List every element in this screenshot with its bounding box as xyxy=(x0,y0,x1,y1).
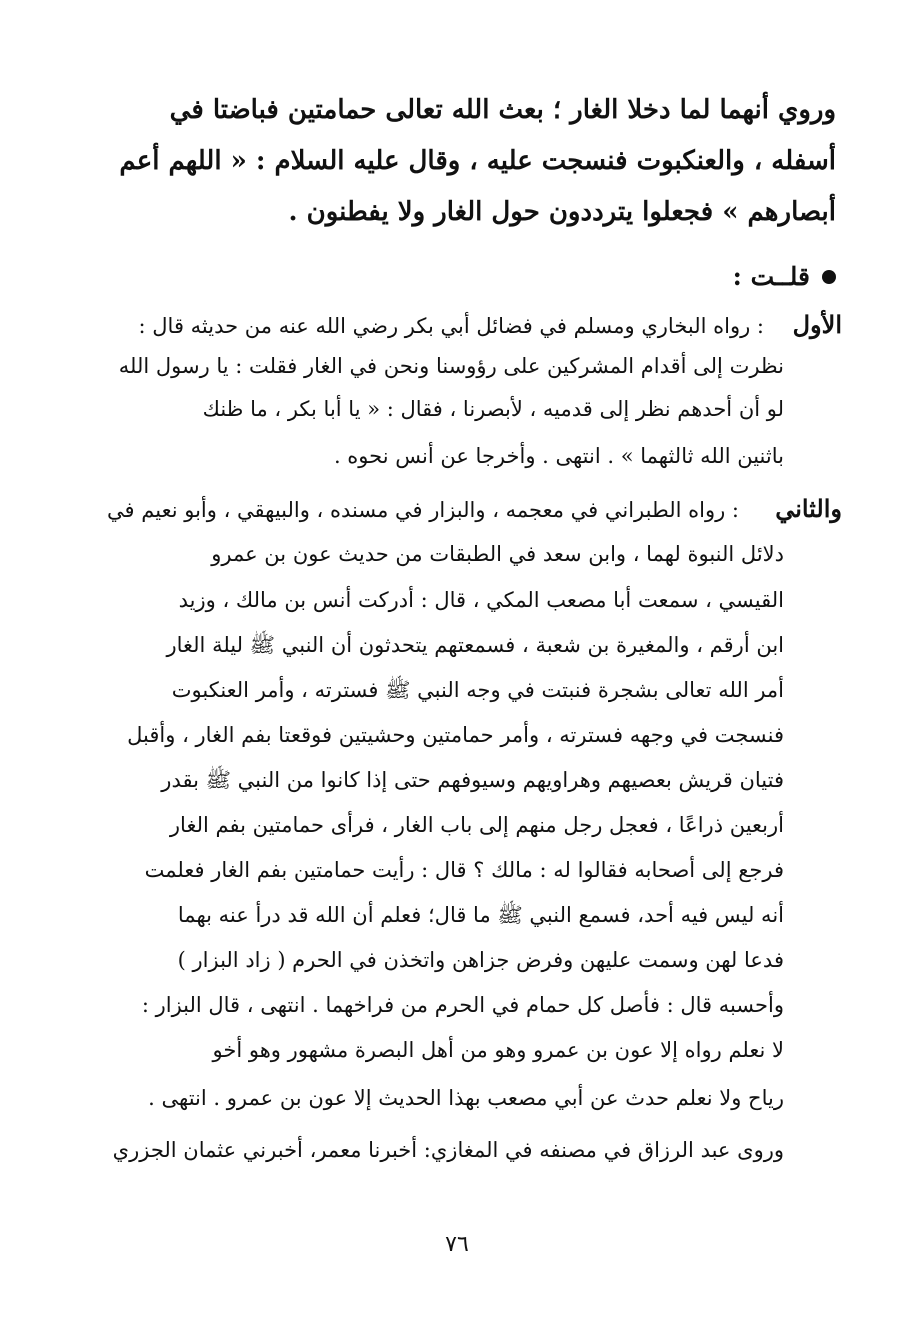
second-line-2: دلائل النبوة لهما ، وابن سعد في الطبقات من حديث عون بن عمرو xyxy=(211,542,784,566)
lead-line-3: أبصارهم » فجعلوا يترددون حول الغار ولا يفطنون . xyxy=(288,197,836,227)
note-heading-text: قلــت : xyxy=(732,262,810,291)
note-heading xyxy=(733,262,836,291)
first-line-4: باثنين الله ثالثهما » . انتهى . وأخرجا عن أنس نحوه . xyxy=(333,444,784,468)
second-line-10: أنه ليس فيه أحد، فسمع النبي ﷺ ما قال؛ فعلم أن الله قد درأ عنه بهما xyxy=(177,903,784,927)
second-line-12: وأحسبه قال : فأصل كل حمام في الحرم من فراخهما . انتهى ، قال البزار : xyxy=(141,993,784,1017)
closing-line: وروى عبد الرزاق في مصنفه في المغازي: أخبرنا معمر، أخبرني عثمان الجزري xyxy=(112,1138,784,1162)
first-label: الأول xyxy=(792,310,842,339)
lead-line-2: أسفله ، والعنكبوت فنسجت عليه ، وقال عليه السلام : « اللهم أعم xyxy=(119,146,836,176)
lead-line-1: وروي أنهما لما دخلا الغار ؛ بعث الله تعالى حمامتين فباضتا في xyxy=(169,95,836,125)
second-line-13: لا نعلم رواه إلا عون بن عمرو وهو من أهل البصرة مشهور وهو أخو xyxy=(212,1038,784,1062)
second-line-6: فنسجت في وجهه فسترته ، وأمر حمامتين وحشيتين فوقعتا بفم الغار ، وأقبل xyxy=(127,723,784,747)
second-line-3: القيسي ، سمعت أبا مصعب المكي ، قال : أدركت أنس بن مالك ، وزيد xyxy=(178,588,784,612)
second-line-1: : رواه الطبراني في معجمه ، والبزار في مسنده ، والبيهقي ، وأبو نعيم في xyxy=(107,498,739,522)
second-line-7: فتيان قريش بعصيهم وهراويهم وسيوفهم حتى إذا كانوا من النبي ﷺ بقدر xyxy=(161,768,784,792)
second-line-4: ابن أرقم ، والمغيرة بن شعبة ، فسمعتهم يتحدثون أن النبي ﷺ ليلة الغار xyxy=(166,633,784,657)
second-line-9: فرجع إلى أصحابه فقالوا له : مالك ؟ قال : رأيت حمامتين بفم الغار فعلمت xyxy=(144,858,784,882)
second-label: والثاني xyxy=(775,494,842,523)
first-line-1: : رواه البخاري ومسلم في فضائل أبي بكر رضي الله عنه من حديثه قال : xyxy=(138,314,764,338)
second-line-8: أربعين ذراعًا ، فعجل رجل منهم إلى باب الغار ، فرأى حمامتين بفم الغار xyxy=(169,813,784,837)
second-line-14: رياح ولا نعلم حدث عن أبي مصعب بهذا الحديث إلا عون بن عمرو . انتهى . xyxy=(148,1086,784,1110)
second-line-11: فدعا لهن وسمت عليهن وفرض جزاهن واتخذن في الحرم ( زاد البزار ) xyxy=(177,948,784,972)
bullet-icon xyxy=(822,270,836,284)
first-line-3: لو أن أحدهم نظر إلى قدميه ، لأبصرنا ، فقال : « يا أبا بكر ، ما ظنك xyxy=(202,397,784,421)
first-line-2: نظرت إلى أقدام المشركين على رؤوسنا ونحن في الغار فقلت : يا رسول الله xyxy=(118,354,784,378)
page-number: ٧٦ xyxy=(445,1232,469,1257)
second-line-5: أمر الله تعالى بشجرة فنبتت في وجه النبي ﷺ فسترته ، وأمر العنكبوت xyxy=(171,678,784,702)
